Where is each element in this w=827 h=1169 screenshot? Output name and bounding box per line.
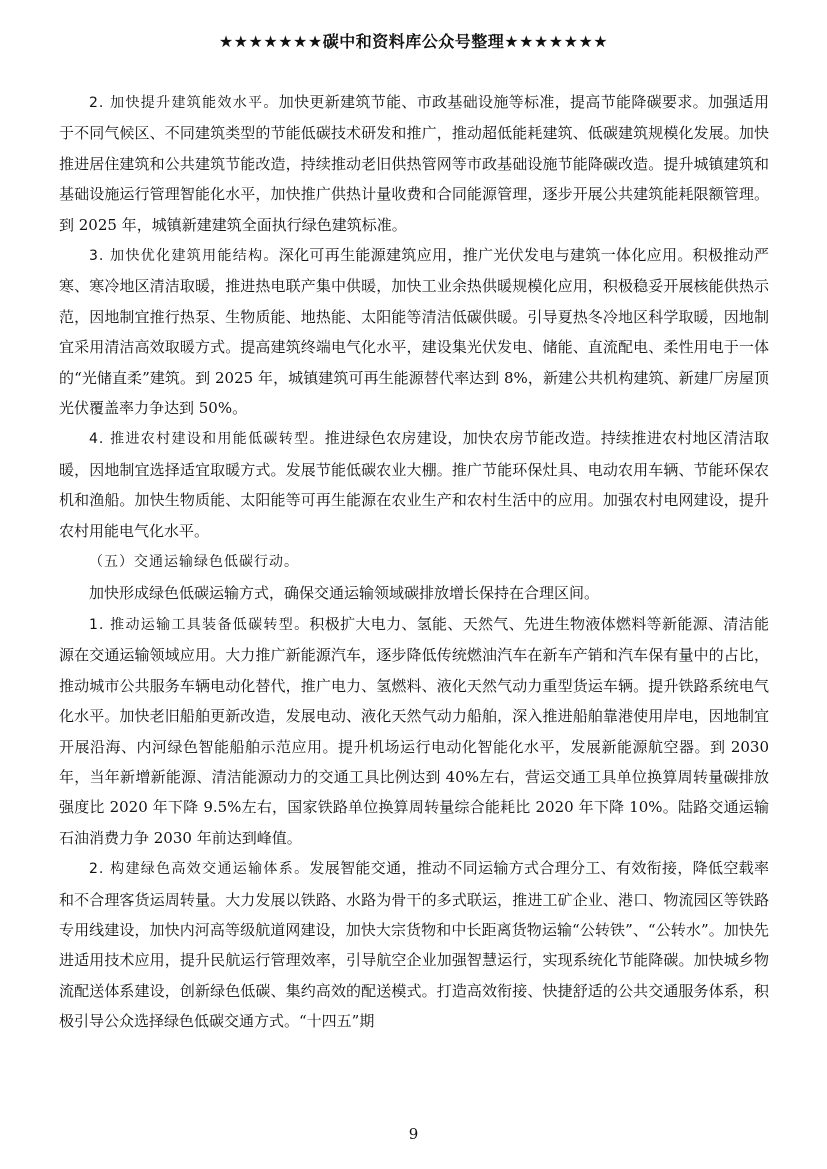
paragraph-text: 深化可再生能源建筑应用，推广光伏发电与建筑一体化应用。积极推动严寒、寒冷地区清洁取暖，推进热电联产集中供暖，加快工业余热供暖规模化应用，积极稳妥开展核能供热示范，因地制宜推行热泵、生物质能、地热能、太阳能等清洁低碳供暖。引导夏热冬冷地区科学取暖，因地制宜采用清洁高效取暖方式。提高建筑终端电气化水平，建设集光伏发电、储能、直流配电、柔性用电于一体的“光储直柔”建筑。到 2025 年，城镇建筑可再生能源替代率达到 8%，新建公共机构建筑、新建厂房屋顶光伏覆盖率力争达到 50%。 [59, 246, 769, 418]
paragraph-building-efficiency [59, 87, 769, 240]
paragraph-text: 加快更新建筑节能、市政基础设施等标准，提高节能降碳要求。加强适用于不同气候区、不同建筑类型的节能低碳技术研发和推广，推动超低能耗建筑、低碳建筑规模化发展。加快推进居住建筑和公共建筑节能改造，持续推动老旧供热管网等市政基础设施节能降碳改造。提升城镇建筑和基础设施运行管理智能化水平，加快推广供热计量收费和合同能源管理，逐步开展公共建筑能耗限额管理。到 2025 年，城镇新建建筑全面执行绿色建筑标准。 [59, 93, 769, 234]
paragraph-lead: 2. 构建绿色高效交通运输体系。 [89, 861, 310, 878]
section-heading-transport [59, 546, 769, 577]
paragraph-transport-system [59, 853, 769, 1036]
section-heading: （五）交通运输绿色低碳行动。 [89, 554, 299, 571]
paragraph-transport-equipment [59, 609, 769, 853]
paragraph-text: 加快形成绿色低碳运输方式，确保交通运输领域碳排放增长保持在合理区间。 [89, 583, 600, 602]
paragraph-text: 积极扩大电力、氢能、天然气、先进生物液体燃料等新能源、清洁能源在交通运输领域应用。大力推广新能源汽车，逐步降低传统燃油汽车在新车产销和汽车保有量中的占比，推动城市公共服务车辆电动化替代，推广电力、氢燃料、液化天然气动力重型货运车辆。提升铁路系统电气化水平。加快老旧船舶更新改造，发展电动、液化天然气动力船舶，深入推进船舶靠港使用岸电，因地制宜开展沿海、内河绿色智能船舶示范应用。提升机场运行电动化智能化水平，发展新能源航空器。到 2030 年，当年新增新能源、清洁能源动力的交通工具比例达到 40%左右，营运交通工具单位换算周转量碳排放强度比 2020 年下降 9.5%左右，国家铁路单位换算周转量综合能耗比 2020 年下降 10%。陆路交通运输石油消费力争 2030 年前达到峰值。 [59, 614, 769, 847]
paragraph-transport-intro [59, 578, 769, 609]
paragraph-rural-low-carbon [59, 423, 769, 546]
paragraph-lead: 2. 加快提升建筑能效水平。 [89, 95, 279, 111]
paragraph-text: 发展智能交通，推动不同运输方式合理分工、有效衔接，降低空载率和不合理客货运周转量。大力发展以铁路、水路为骨干的多式联运，推进工矿企业、港口、物流园区等铁路专用线建设，加快内河高等级航道网建设，加快大宗货物和中长距离货物运输“公转铁”、“公转水”。加快先进适用技术应用，提升民航运行管理效率，引导航空企业加强智慧运行，实现系统化节能降碳。加快城乡物流配送体系建设，创新绿色低碳、集约高效的配送模式。打造高效衔接、快捷舒适的公共交通服务体系，积极引导公众选择绿色低碳交通方式。“十四五”期 [59, 859, 769, 1031]
page-number: 9 [408, 1125, 419, 1143]
page-header-banner: ★★★★★★★碳中和资料库公众号整理★★★★★★★ [218, 32, 609, 51]
paragraph-building-energy-structure [59, 240, 769, 423]
paragraph-lead: 4. 推进农村建设和用能低碳转型。 [89, 431, 325, 448]
paragraph-text: 推进绿色农房建设，加快农房节能改造。持续推进农村地区清洁取暖，因地制宜选择适宜取暖方式。发展节能低碳农业大棚。推广节能环保灶具、电动农用车辆、节能环保农机和渔船。加快生物质能、太阳能等可再生能源在农业生产和农村生活中的应用。加强农村电网建设，提升农村用能电气化水平。 [59, 429, 769, 540]
paragraph-lead: 3. 加快优化建筑用能结构。 [89, 248, 279, 265]
paragraph-lead: 1. 推动运输工具装备低碳转型。 [89, 616, 310, 633]
document-body [59, 87, 769, 1037]
